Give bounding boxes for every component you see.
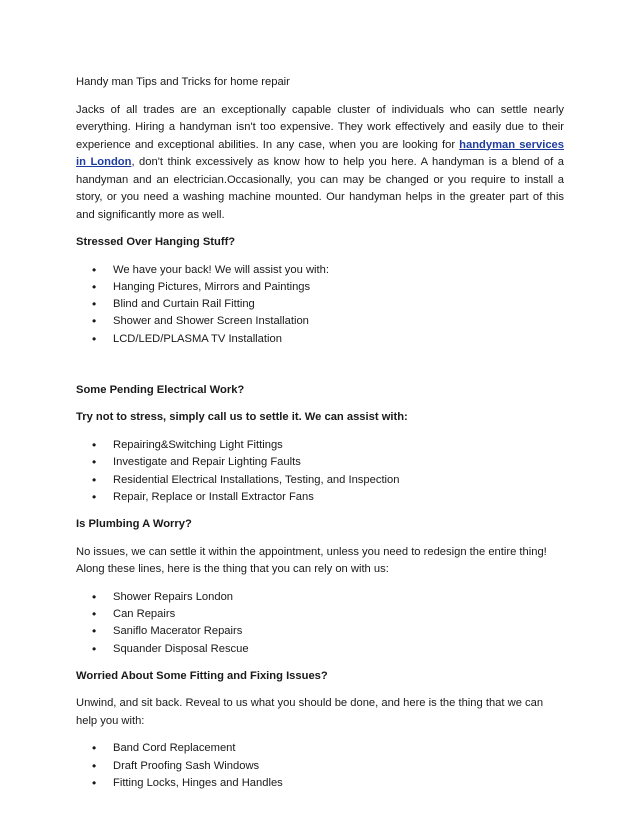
spacer xyxy=(76,358,564,382)
list-item: • Squander Disposal Rescue xyxy=(113,641,564,658)
list-item: • We have your back! We will assist you with: xyxy=(113,262,564,279)
intro-text-before: Jacks of all trades are an exceptionally capable cluster of individuals who can settle nearly everything. Hiring a handyman isn't too expensive. They work effectively and easily due to their experience and exceptional abilities. In any case, when you are looking for xyxy=(76,103,564,151)
hanging-heading: Stressed Over Hanging Stuff? xyxy=(76,236,236,248)
list-item: • Can Repairs xyxy=(113,606,564,623)
list-item: • Fitting Locks, Hinges and Handles xyxy=(113,775,564,792)
list-item: • Residential Electrical Installations, Testing, and Inspection xyxy=(113,472,564,489)
hanging-list xyxy=(76,262,564,348)
list-item: • Band Cord Replacement xyxy=(113,740,564,757)
list-item: • Shower and Shower Screen Installation xyxy=(113,313,564,330)
electrical-list xyxy=(76,437,564,506)
fitting-paragraph: Unwind, and sit back. Reveal to us what you should be done, and here is the thing that we can help you with: xyxy=(76,697,544,727)
plumbing-paragraph: No issues, we can settle it within the appointment, unless you need to redesign the entire thing! Along these lines, here is the thing that you can rely on with us: xyxy=(76,545,547,576)
document-page xyxy=(76,74,564,802)
document-title: Handy man Tips and Tricks for home repair xyxy=(76,76,290,88)
list-item: • Shower Repairs London xyxy=(113,589,564,606)
list-item: • Draft Proofing Sash Windows xyxy=(113,758,564,775)
list-item: • Repairing&Switching Light Fittings xyxy=(113,437,564,454)
plumbing-list xyxy=(76,589,564,658)
electrical-subheading: Try not to stress, simply call us to settle it. We can assist with: xyxy=(76,411,408,424)
list-item: • LCD/LED/PLASMA TV Installation xyxy=(113,331,564,348)
list-item: • Saniflo Macerator Repairs xyxy=(113,623,564,640)
plumbing-heading: Is Plumbing A Worry? xyxy=(76,518,192,531)
list-item: • Blind and Curtain Rail Fitting xyxy=(113,296,564,313)
handyman-services-link[interactable]: handyman services in London xyxy=(76,138,564,168)
intro-paragraph xyxy=(76,102,564,225)
list-item: • Repair, Replace or Install Extractor Fans xyxy=(113,489,564,506)
electrical-heading: Some Pending Electrical Work? xyxy=(76,383,245,396)
fitting-heading: Worried About Some Fitting and Fixing Issues? xyxy=(76,669,328,682)
list-item: • Hanging Pictures, Mirrors and Paintings xyxy=(113,279,564,296)
fitting-list xyxy=(76,740,564,792)
intro-text-after: , don't think excessively as know how to help you here. A handyman is a blend of a handyman and an electrician.Occasionally, you can may be changed or you require to install a story, or you need a washing machine mounted. Our handyman helps in the greater part of this and significantly more as well. xyxy=(76,156,564,221)
list-item: • Investigate and Repair Lighting Faults xyxy=(113,454,564,471)
